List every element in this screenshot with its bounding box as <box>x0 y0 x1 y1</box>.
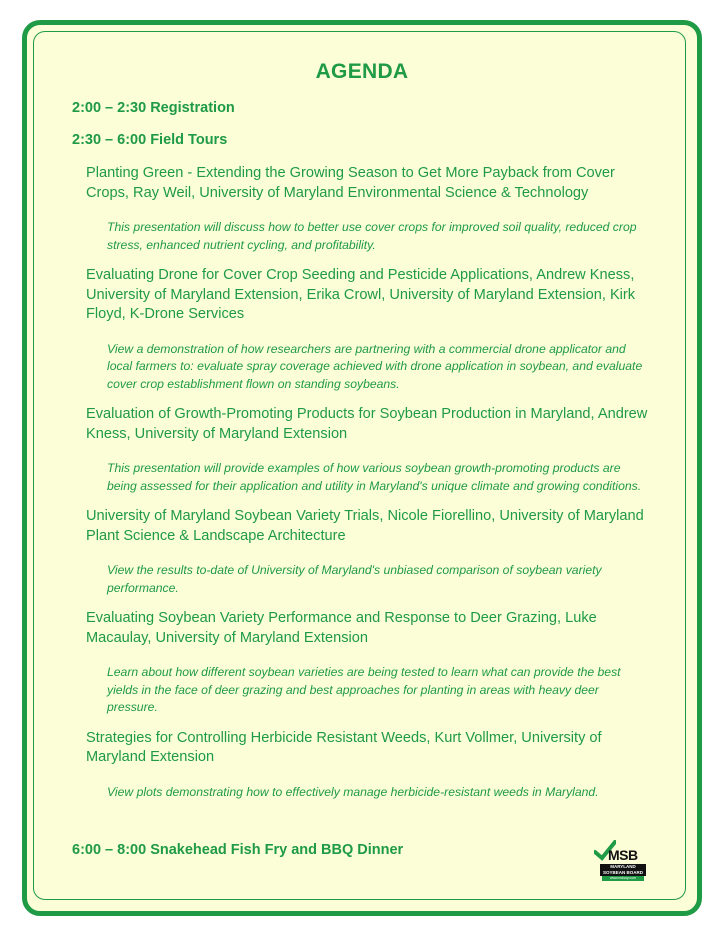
maryland-soybean-board-logo <box>592 840 648 880</box>
session-title: Planting Green - Extending the Growing Season to Get More Payback from Cover Crops, Ray Weil, University of Maryland Environmental Science & Technology <box>86 165 615 201</box>
logo-line1: MARYLAND <box>610 864 636 869</box>
session-item <box>72 405 652 495</box>
session-title: Evaluation of Growth-Promoting Products for Soybean Production in Maryland, Andrew Kness, University of Maryland Extension <box>86 406 648 442</box>
session-title: Evaluating Drone for Cover Crop Seeding and Pesticide Applications, Andrew Kness, University of Maryland Extension, Erika Crowl, University of Maryland Extension, Kirk Floyd, K-Drone Services <box>86 267 636 322</box>
logo-letters: MSB <box>608 847 638 863</box>
dinner-heading: 6:00 – 8:00 Snakehead Fish Fry and BBQ Dinner <box>72 842 404 858</box>
session-title: University of Maryland Soybean Variety Trials, Nicole Fiorellino, University of Maryland Plant Science & Landscape Architecture <box>86 508 644 544</box>
session-item <box>72 507 652 597</box>
session-item <box>72 266 652 393</box>
registration-heading: 2:00 – 2:30 Registration <box>72 100 235 116</box>
session-title: Evaluating Soybean Variety Performance and Response to Deer Grazing, Luke Macaulay, University of Maryland Extension <box>86 610 597 646</box>
session-item <box>72 729 652 802</box>
session-item <box>72 609 652 717</box>
session-description: This presentation will provide examples of how various soybean growth-promoting products are being assessed for their application and utility in Maryland's unique climate and growing conditions. <box>107 461 642 493</box>
logo-url: www.mdsoy.com <box>602 876 644 881</box>
field-tours-heading: 2:30 – 6:00 Field Tours <box>72 132 228 148</box>
session-description: View plots demonstrating how to effectively manage herbicide-resistant weeds in Maryland. <box>107 784 599 799</box>
session-description: This presentation will discuss how to better use cover crops for improved soil quality, reduced crop stress, enhanced nutrient cycling, and profitability. <box>107 220 637 252</box>
page-title: AGENDA <box>315 60 409 83</box>
logo-banner <box>600 864 646 876</box>
session-item <box>72 164 652 254</box>
session-title: Strategies for Controlling Herbicide Resistant Weeds, Kurt Vollmer, University of Maryland Extension <box>86 729 602 765</box>
session-description: View the results to-date of University of Maryland's unbiased comparison of soybean variety performance. <box>107 563 602 595</box>
logo-line2: SOYBEAN BOARD <box>602 870 643 875</box>
session-description: View a demonstration of how researchers are partnering with a commercial drone applicator and local farmers to: evaluate spray coverage achieved with drone application in soybean, and evaluate cover crop establishment flown on standing soybeans. <box>107 341 643 391</box>
agenda-content <box>72 60 652 813</box>
session-description: Learn about how different soybean varieties are being tested to learn what can provide the best yields in the face of deer grazing and best approaches for planting in areas with heavy deer pressure. <box>107 665 621 714</box>
